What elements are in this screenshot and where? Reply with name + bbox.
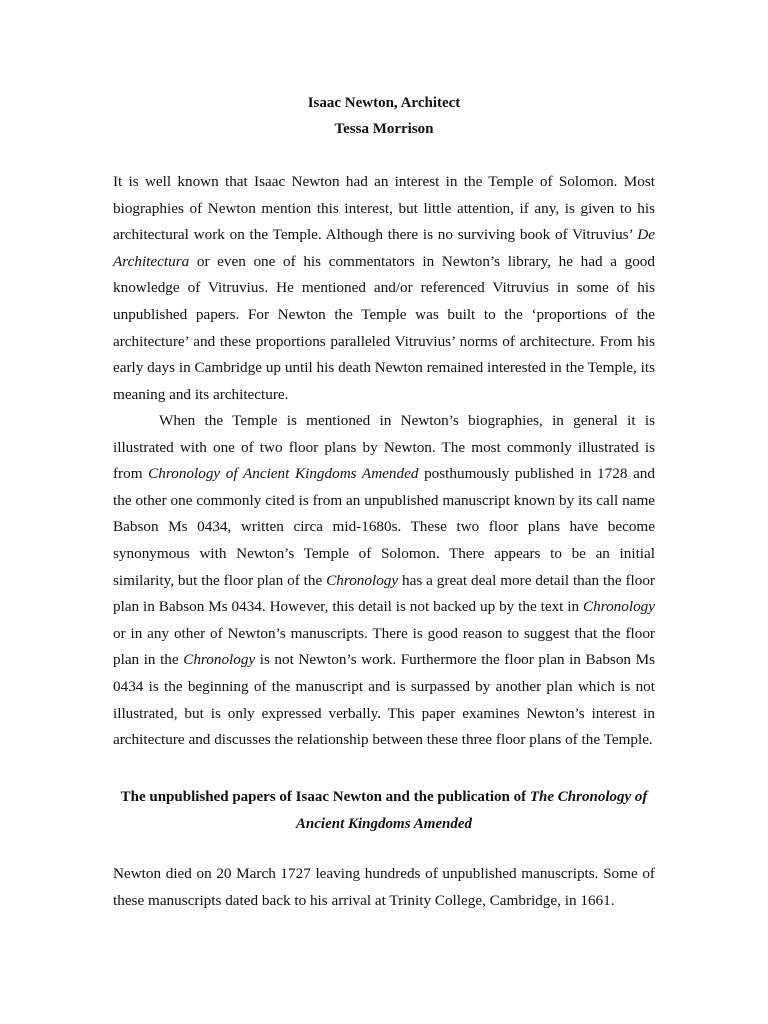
run-italic: De Architectura	[113, 226, 655, 270]
run: It is well known that Isaac Newton had an interest in the Temple of Solomon. Most biographies of Newton mention this interest, but little attention, if any, is given to his architectural work on the Temple. Although there is no surviving book of Vitruvius’	[113, 173, 655, 244]
heading-run-italic: The Chronology of Ancient Kingdoms Amended	[295, 789, 648, 832]
run: When the Temple is mentioned in Newton’s biographies, in general it is illustrated with one of two floor plans by Newton. The most commonly illustrated is from	[113, 412, 655, 483]
heading-run: The unpublished papers of Isaac Newton and the publication of	[120, 789, 530, 805]
run: posthumously published in 1728 and the other one commonly cited is from an unpublished manuscript known by its call name Babson Ms 0434, written circa mid-1680s. These two floor plans have become synonymous with Newton’s Temple of Solomon. There appears to be an initial similarity, but the floor plan of the	[113, 465, 655, 589]
paper-author: Tessa Morrison	[334, 121, 434, 137]
run-italic: Chronology	[183, 651, 256, 669]
section-heading	[113, 784, 655, 837]
abstract-paragraph-1	[113, 169, 655, 408]
run-italic: Chronology	[326, 571, 399, 589]
run-italic: Chronology	[583, 598, 655, 616]
run: is not Newton’s work. Furthermore the floor plan in Babson Ms 0434 is the beginning of the manuscript and is surpassed by another plan which is not illustrated, but is only expressed verbally. This paper examines Newton’s interest in architecture and discusses the relationship between these three floor plans of the Temple.	[113, 651, 655, 749]
run: Newton died on 20 March 1727 leaving hundreds of unpublished manuscripts. Some of these manuscripts dated back to his arrival at Trinity College, Cambridge, in 1661.	[113, 865, 655, 909]
run: or even one of his commentators in Newton’s library, he had a good knowledge of Vitruvius. He mentioned and/or referenced Vitruvius in some of his unpublished papers. For Newton the Temple was built to the ‘proportions of the architecture’ and these proportions paralleled Vitruvius’ norms of architecture. From his early days in Cambridge up until his death Newton remained interested in the Temple, its meaning and its architecture.	[113, 252, 655, 403]
body-paragraph-1	[113, 861, 655, 914]
run-italic: Chronology of Ancient Kingdoms Amended	[148, 465, 419, 483]
paper-title: Isaac Newton, Architect	[307, 95, 461, 111]
run: has a great deal more detail than the floor plan in Babson Ms 0434. However, this detail is not backed up by the text in	[113, 571, 655, 616]
abstract-paragraph-2	[113, 408, 655, 754]
run: or in any other of Newton’s manuscripts. There is good reason to suggest that the floor plan in the	[113, 624, 655, 669]
page-bottom-edge	[0, 1012, 768, 1024]
